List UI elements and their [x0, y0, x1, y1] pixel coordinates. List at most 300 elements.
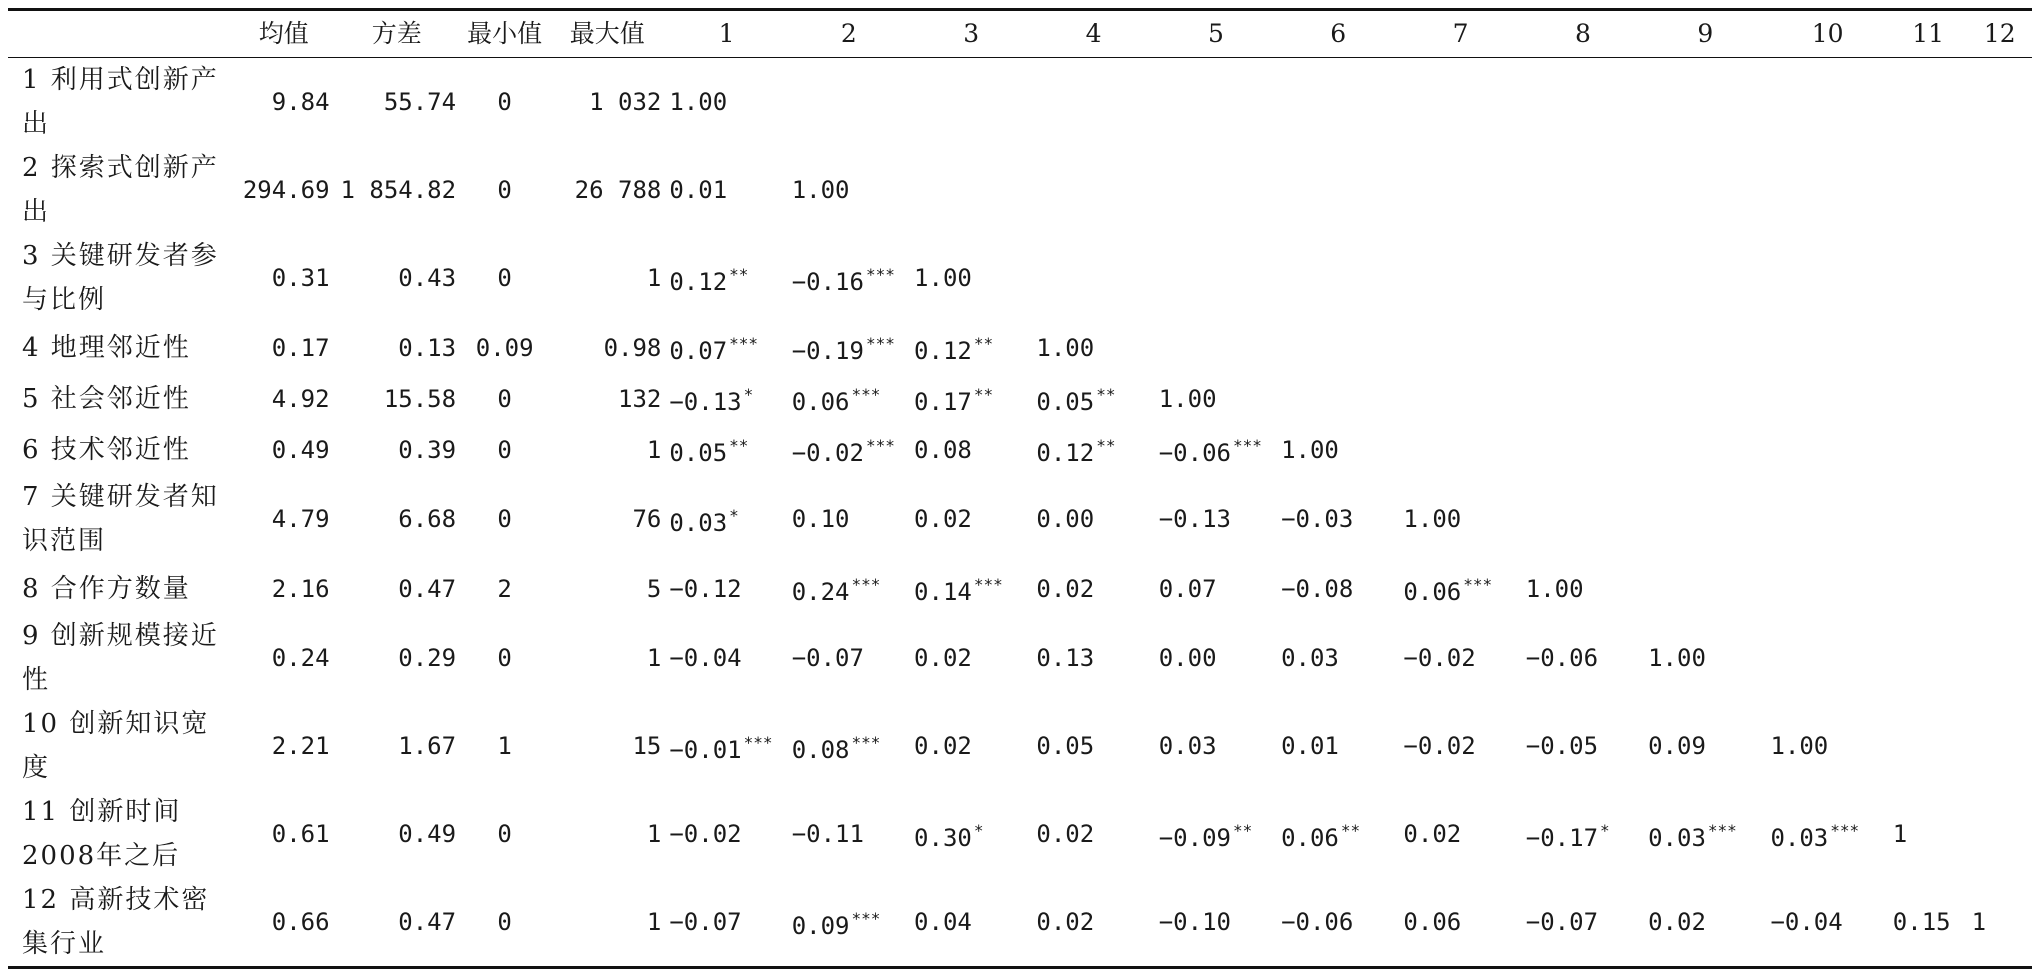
correlation-value: 0.06 [791, 388, 850, 416]
column-header: 10 [1811, 19, 1844, 48]
correlation-value: 0.07 [669, 337, 728, 365]
correlation-cell [1277, 614, 1399, 702]
correlation-value: −0.05 [1525, 732, 1599, 760]
variable-name: 11 创新时间 2008年之后 [22, 797, 182, 871]
correlation-cell [665, 322, 787, 373]
correlation-cell [788, 475, 910, 563]
max-value: 132 [618, 384, 662, 413]
correlation-cell [1889, 322, 1968, 373]
variance-value: 6.68 [398, 505, 457, 533]
mean-value: 9.84 [271, 88, 330, 116]
correlation-cell [1522, 878, 1644, 968]
column-header: 最大值 [569, 19, 645, 48]
table-row [8, 322, 2032, 373]
mean-value: 0.24 [271, 644, 330, 672]
correlation-value: −0.11 [791, 820, 864, 848]
variance-value: 0.49 [398, 820, 457, 848]
table-row [8, 373, 2032, 424]
column-header: 11 [1912, 19, 1945, 48]
max-value: 15 [632, 732, 662, 760]
significance-stars: *** [851, 385, 881, 404]
correlation-cell [788, 58, 910, 147]
correlation-value: 0.06 [1281, 823, 1339, 852]
correlation-cell [1644, 563, 1766, 614]
correlation-cell [1277, 373, 1399, 424]
correlation-cell [1644, 234, 1766, 322]
correlation-cell [1968, 322, 2032, 373]
correlation-cell [665, 58, 787, 147]
variance-value: 1.67 [398, 732, 457, 760]
correlation-cell [1032, 234, 1154, 322]
correlation-cell [1766, 878, 1888, 968]
correlation-cell [665, 878, 787, 968]
column-header: 3 [963, 19, 980, 48]
correlation-value: −0.06 [1525, 644, 1599, 672]
correlation-cell [1766, 702, 1888, 790]
min-value: 0 [497, 176, 512, 204]
correlation-cell [1522, 373, 1644, 424]
correlation-cell [665, 424, 787, 475]
significance-stars: * [1600, 820, 1610, 840]
correlation-cell [1522, 234, 1644, 322]
column-header: 7 [1452, 19, 1469, 48]
max-value: 1 [646, 644, 662, 672]
correlation-cell [1889, 702, 1968, 790]
mean-value: 2.16 [271, 574, 330, 603]
correlation-value: 0.02 [914, 505, 972, 533]
correlation-cell [1032, 373, 1154, 424]
correlation-cell [1968, 614, 2032, 702]
correlation-cell [1155, 878, 1277, 968]
significance-stars: *** [851, 575, 881, 594]
column-header: 8 [1574, 19, 1591, 48]
max-value: 1 [646, 264, 662, 292]
significance-stars: *** [1707, 820, 1737, 840]
correlation-cell [910, 614, 1032, 702]
correlation-value: −0.13 [1158, 505, 1231, 533]
correlation-cell [1155, 702, 1277, 790]
correlation-value: −0.04 [1770, 908, 1843, 936]
correlation-value: 0.04 [914, 908, 972, 936]
correlation-value: −0.07 [1525, 908, 1599, 936]
correlation-value: 0.05 [1036, 732, 1095, 760]
correlation-cell [1968, 475, 2032, 563]
correlation-value: 0.07 [1158, 574, 1217, 603]
correlation-cell [788, 424, 910, 475]
correlation-value: −0.01 [669, 735, 742, 764]
correlation-value: −0.10 [1158, 908, 1231, 936]
correlation-cell [1968, 790, 2032, 878]
column-header: 均值 [258, 19, 309, 48]
significance-stars: ** [1232, 820, 1253, 840]
correlation-value: 0.05 [669, 439, 728, 467]
correlation-value: 1.00 [1403, 505, 1462, 533]
min-value: 1 [497, 732, 512, 760]
max-value: 76 [632, 505, 662, 533]
correlation-cell [665, 614, 787, 702]
significance-stars: *** [1232, 436, 1262, 455]
correlation-cell [1644, 790, 1766, 878]
correlation-cell [788, 322, 910, 373]
correlation-value: 0.02 [1036, 908, 1095, 936]
correlation-value: 1.00 [1158, 384, 1217, 413]
column-header: 6 [1330, 19, 1347, 48]
significance-stars: ** [729, 264, 749, 284]
correlation-cell [665, 234, 787, 322]
variable-name: 10 创新知识宽度 [22, 709, 210, 783]
correlation-cell [1277, 424, 1399, 475]
min-value: 0 [497, 820, 512, 848]
correlation-value: 0.12 [914, 337, 972, 365]
header-corner [8, 10, 234, 58]
mean-value: 0.49 [271, 435, 330, 464]
min-value: 2 [497, 574, 512, 603]
correlation-cell [1522, 58, 1644, 147]
correlation-cell [1968, 373, 2032, 424]
variable-name: 6 技术邻近性 [22, 434, 191, 465]
column-header: 5 [1207, 19, 1224, 48]
descriptive-statistics-correlation-table [8, 8, 2032, 969]
correlation-cell [1968, 424, 2032, 475]
variance-value: 0.43 [398, 264, 457, 292]
significance-stars: *** [1830, 820, 1860, 840]
table-row [8, 702, 2032, 790]
correlation-cell [1399, 146, 1521, 234]
correlation-cell [665, 146, 787, 234]
correlation-cell [665, 702, 787, 790]
correlation-cell [1889, 146, 1968, 234]
min-value: 0 [497, 644, 512, 672]
min-value: 0 [497, 264, 512, 292]
variable-name: 9 创新规模接近性 [22, 621, 219, 695]
column-header: 12 [1983, 19, 2016, 48]
correlation-cell [1522, 475, 1644, 563]
correlation-cell [1889, 475, 1968, 563]
correlation-cell [1644, 322, 1766, 373]
column-header: 方差 [371, 19, 422, 48]
correlation-cell [1766, 234, 1888, 322]
variable-name: 5 社会邻近性 [22, 383, 191, 414]
variance-value: 15.58 [383, 384, 457, 413]
correlation-value: 0.17 [914, 388, 972, 416]
column-header: 4 [1085, 19, 1102, 48]
correlation-cell [1399, 373, 1521, 424]
max-value: 1 [646, 908, 662, 936]
max-value: 1 [646, 820, 662, 848]
correlation-value: 0.09 [1648, 732, 1706, 760]
correlation-value: 1.00 [1770, 732, 1829, 760]
table-row [8, 563, 2032, 614]
significance-stars: *** [851, 732, 881, 752]
correlation-cell [1522, 322, 1644, 373]
correlation-value: −0.13 [669, 388, 742, 416]
correlation-value: 0.13 [1036, 644, 1095, 672]
correlation-cell [910, 878, 1032, 968]
significance-stars: ** [1096, 385, 1116, 404]
correlation-value: −0.16 [791, 267, 864, 296]
correlation-cell [1155, 790, 1277, 878]
significance-stars: ** [729, 436, 749, 455]
correlation-cell [788, 702, 910, 790]
correlation-value: −0.06 [1158, 439, 1231, 467]
correlation-value: 0.01 [669, 176, 728, 204]
mean-value: 4.79 [271, 505, 330, 533]
correlation-cell [1889, 424, 1968, 475]
variance-value: 1 854.82 [340, 176, 457, 204]
correlation-cell [1155, 146, 1277, 234]
significance-stars: ** [973, 385, 994, 404]
correlation-value: 0.02 [1403, 820, 1462, 848]
correlation-cell [1522, 563, 1644, 614]
max-value: 26 788 [574, 176, 662, 204]
correlation-cell [1644, 614, 1766, 702]
min-value: 0 [497, 505, 512, 533]
correlation-value: 0.03 [1648, 823, 1706, 852]
variable-name: 8 合作方数量 [22, 573, 191, 604]
correlation-cell [788, 563, 910, 614]
correlation-cell [1032, 614, 1154, 702]
variable-name: 3 关键研发者参与比例 [22, 241, 219, 315]
correlation-value: −0.08 [1281, 574, 1354, 603]
min-value: 0 [497, 384, 512, 413]
variable-name: 4 地理邻近性 [22, 332, 191, 363]
min-value: 0.09 [475, 333, 534, 362]
correlation-cell [1032, 322, 1154, 373]
correlation-value: 0.02 [1036, 820, 1095, 848]
correlation-value: 0.00 [1036, 505, 1095, 533]
correlation-cell [1032, 146, 1154, 234]
table-row [8, 790, 2032, 878]
correlation-cell [1277, 563, 1399, 614]
correlation-cell [1277, 790, 1399, 878]
mean-value: 0.17 [271, 333, 330, 362]
correlation-value: 0.14 [914, 578, 972, 606]
correlation-value: 0.30 [914, 823, 972, 852]
correlation-cell [788, 373, 910, 424]
correlation-cell [1644, 475, 1766, 563]
correlation-value: 0.15 [1892, 908, 1951, 936]
correlation-cell [910, 234, 1032, 322]
correlation-cell [910, 790, 1032, 878]
correlation-cell [1522, 614, 1644, 702]
correlation-cell [1889, 878, 1968, 968]
correlation-cell [1889, 614, 1968, 702]
correlation-value: 0.06 [1403, 908, 1462, 936]
correlation-cell [910, 146, 1032, 234]
variance-value: 0.29 [398, 644, 457, 672]
correlation-cell [1968, 234, 2032, 322]
correlation-value: 0.09 [791, 911, 850, 940]
correlation-cell [910, 58, 1032, 147]
correlation-cell [1644, 373, 1766, 424]
correlation-cell [1155, 58, 1277, 147]
correlation-cell [1032, 878, 1154, 968]
correlation-cell [1766, 373, 1888, 424]
correlation-cell [788, 146, 910, 234]
max-value: 1 [646, 435, 662, 464]
correlation-cell [1522, 702, 1644, 790]
significance-stars: *** [865, 334, 895, 353]
correlation-cell [1155, 234, 1277, 322]
correlation-value: −0.07 [669, 908, 742, 936]
correlation-value: −0.02 [1403, 732, 1476, 760]
correlation-value: 0.08 [791, 735, 850, 764]
correlation-value: 0.03 [1770, 823, 1829, 852]
correlation-cell [1155, 475, 1277, 563]
correlation-cell [1399, 614, 1521, 702]
correlation-cell [1644, 702, 1766, 790]
variable-name: 2 探索式创新产出 [22, 153, 219, 227]
correlation-value: 1.00 [1525, 574, 1584, 603]
correlation-cell [1399, 234, 1521, 322]
correlation-cell [1399, 424, 1521, 475]
correlation-value: −0.07 [791, 644, 864, 672]
correlation-cell [910, 563, 1032, 614]
variance-value: 0.47 [398, 574, 457, 603]
correlation-value: 1.00 [1648, 644, 1706, 672]
significance-stars: *** [743, 732, 773, 752]
max-value: 5 [646, 574, 662, 603]
variance-value: 0.13 [398, 333, 457, 362]
correlation-cell [1522, 790, 1644, 878]
column-header: 最小值 [467, 19, 543, 48]
correlation-value: 0.03 [1281, 644, 1339, 672]
correlation-value: 1 [1892, 820, 1908, 848]
mean-value: 2.21 [271, 732, 330, 760]
correlation-cell [1644, 424, 1766, 475]
max-value: 1 032 [589, 88, 662, 116]
correlation-value: −0.06 [1281, 908, 1354, 936]
correlation-cell [910, 475, 1032, 563]
correlation-cell [1155, 614, 1277, 702]
correlation-cell [1766, 424, 1888, 475]
correlation-value: −0.02 [1403, 644, 1476, 672]
correlation-cell [1889, 563, 1968, 614]
correlation-cell [788, 234, 910, 322]
correlation-cell [1032, 58, 1154, 147]
correlation-cell [1889, 373, 1968, 424]
correlation-cell [1766, 322, 1888, 373]
significance-stars: ** [1096, 436, 1116, 455]
correlation-value: 0.06 [1403, 578, 1462, 606]
correlation-value: −0.09 [1158, 823, 1231, 852]
significance-stars: *** [865, 264, 895, 284]
correlation-cell [788, 790, 910, 878]
correlation-cell [1766, 563, 1888, 614]
correlation-value: −0.02 [791, 439, 864, 467]
variable-name: 12 高新技术密集行业 [22, 885, 210, 959]
variable-name: 1 利用式创新产出 [22, 65, 219, 139]
correlation-value: 0.02 [914, 732, 972, 760]
correlation-cell [788, 614, 910, 702]
significance-stars: *** [1463, 575, 1493, 594]
table-row [8, 58, 2032, 147]
correlation-cell [665, 563, 787, 614]
significance-stars: *** [973, 575, 1003, 594]
significance-stars: *** [851, 908, 881, 928]
correlation-cell [1032, 475, 1154, 563]
mean-value: 0.31 [271, 264, 330, 292]
correlation-value: 0.10 [791, 505, 850, 533]
correlation-cell [1766, 58, 1888, 147]
correlation-cell [665, 790, 787, 878]
correlation-value: 1.00 [791, 176, 850, 204]
correlation-value: −0.02 [669, 820, 742, 848]
correlation-cell [1644, 58, 1766, 147]
correlation-value: 1.00 [1036, 333, 1095, 362]
correlation-value: 0.05 [1036, 388, 1095, 416]
correlation-cell [1399, 878, 1521, 968]
significance-stars: * [729, 505, 739, 525]
correlation-cell [1644, 146, 1766, 234]
correlation-cell [665, 475, 787, 563]
table-row [8, 424, 2032, 475]
max-value: 0.98 [603, 333, 662, 362]
correlation-value: −0.17 [1525, 823, 1599, 852]
correlation-cell [910, 424, 1032, 475]
mean-value: 0.66 [271, 908, 330, 936]
variable-name: 7 关键研发者知识范围 [22, 482, 219, 556]
variance-value: 0.47 [398, 908, 457, 936]
column-header: 9 [1697, 19, 1714, 48]
correlation-cell [1032, 702, 1154, 790]
min-value: 0 [497, 88, 512, 116]
correlation-cell [1032, 790, 1154, 878]
correlation-cell [1155, 373, 1277, 424]
correlation-cell [1889, 58, 1968, 147]
significance-stars: *** [865, 436, 895, 455]
correlation-cell [1522, 424, 1644, 475]
column-header: 2 [840, 19, 857, 48]
correlation-value: 1.00 [669, 88, 728, 116]
correlation-cell [1968, 146, 2032, 234]
correlation-value: 0.02 [1648, 908, 1706, 936]
correlation-value: 1 [1971, 908, 1987, 936]
table-row [8, 475, 2032, 563]
table-row [8, 614, 2032, 702]
variance-value: 55.74 [383, 88, 457, 116]
correlation-cell [1277, 702, 1399, 790]
correlation-cell [1644, 878, 1766, 968]
correlation-cell [1889, 234, 1968, 322]
correlation-value: 0.12 [669, 267, 728, 296]
correlation-cell [1277, 58, 1399, 147]
correlation-cell [1968, 563, 2032, 614]
min-value: 0 [497, 435, 512, 464]
correlation-cell [910, 322, 1032, 373]
correlation-value: 0.02 [914, 644, 972, 672]
mean-value: 294.69 [242, 176, 330, 204]
mean-value: 0.61 [271, 820, 330, 848]
significance-stars: * [743, 385, 754, 404]
correlation-cell [1968, 878, 2032, 968]
correlation-cell [1277, 234, 1399, 322]
correlation-cell [1399, 58, 1521, 147]
correlation-cell [1522, 146, 1644, 234]
correlation-cell [665, 373, 787, 424]
correlation-value: −0.19 [791, 337, 864, 365]
correlation-cell [1968, 58, 2032, 147]
correlation-cell [1766, 146, 1888, 234]
correlation-cell [1889, 790, 1968, 878]
correlation-cell [1032, 563, 1154, 614]
correlation-cell [1766, 475, 1888, 563]
correlation-cell [1399, 702, 1521, 790]
correlation-cell [1155, 322, 1277, 373]
correlation-cell [1399, 563, 1521, 614]
mean-value: 4.92 [271, 384, 330, 413]
correlation-value: 0.01 [1281, 732, 1339, 760]
